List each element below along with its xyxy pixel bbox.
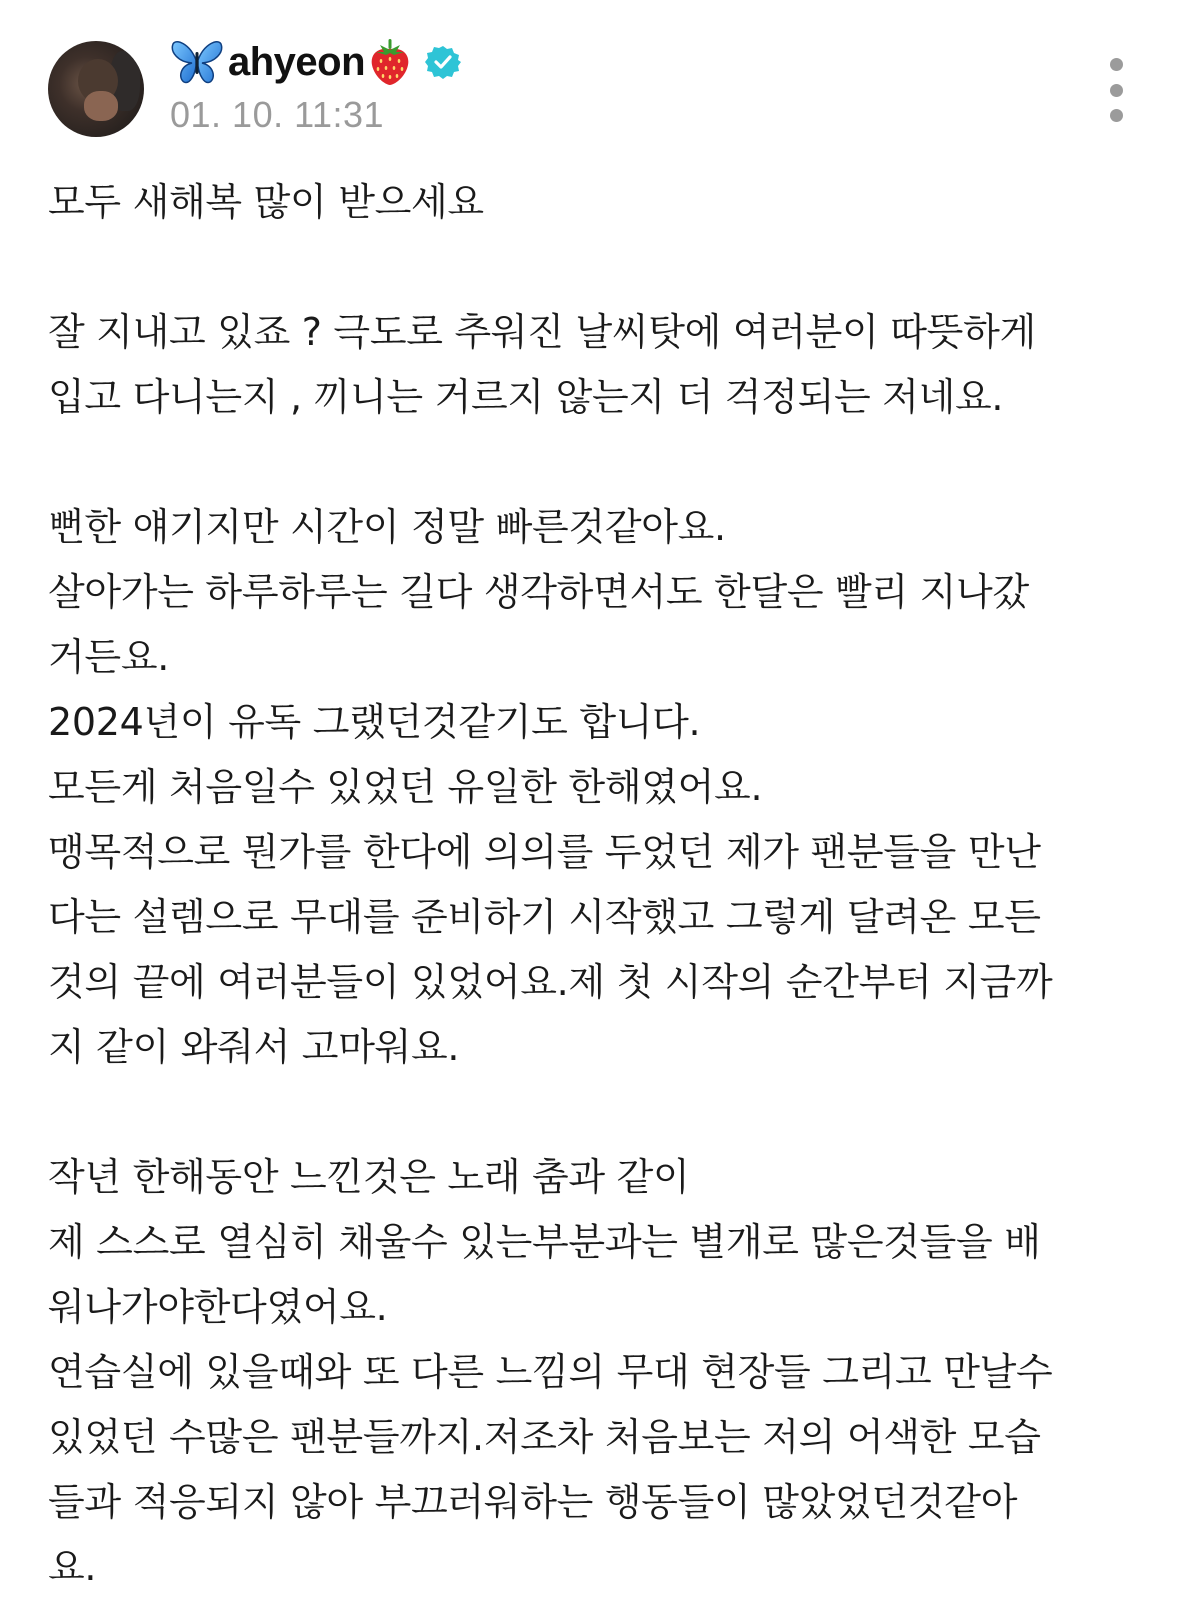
post-line: 워나가야한다였어요. <box>48 1285 388 1329</box>
paragraph-gap <box>48 235 1143 300</box>
more-options-button[interactable] <box>1096 58 1136 122</box>
post-line: 잘 지내고 있죠 ? 극도로 추워진 날씨탓에 여러분이 따뜻하게 <box>48 310 1036 354</box>
verified-badge-icon <box>425 44 461 80</box>
post-body <box>48 170 1143 1600</box>
post-line: 맹목적으로 뭔가를 한다에 의의를 두었던 제가 팬분들을 만난 <box>48 830 1041 874</box>
author-username[interactable]: ahyeon <box>228 39 366 84</box>
author-name-row[interactable] <box>170 34 461 90</box>
post-line: 연습실에 있을때와 또 다른 느낌의 무대 현장들 그리고 만날수 <box>48 1350 1053 1394</box>
post-line: 것의 끝에 여러분들이 있었어요.제 첫 시작의 순간부터 지금까 <box>48 960 1053 1004</box>
post-header <box>0 0 1179 150</box>
paragraph-gap <box>48 430 1143 495</box>
strawberry-icon <box>367 37 413 87</box>
post-line: 모든게 처음일수 있었던 유일한 한해였어요. <box>48 765 763 809</box>
post-line: 뻔한 얘기지만 시간이 정말 빠른것같아요. <box>48 505 726 549</box>
butterfly-icon <box>170 38 224 86</box>
avatar[interactable] <box>48 41 144 137</box>
post-line: 지 같이 와줘서 고마워요. <box>48 1025 460 1069</box>
post-line: 살아가는 하루하루는 길다 생각하면서도 한달은 빨리 지나갔 <box>48 570 1029 614</box>
more-vertical-icon <box>1110 58 1123 71</box>
post-timestamp: 01. 10. 11:31 <box>170 94 385 135</box>
post-line: 들과 적응되지 않아 부끄러워하는 행동들이 많았었던것같아 <box>48 1480 1018 1524</box>
post-line: 다는 설렘으로 무대를 준비하기 시작했고 그렇게 달려온 모든 <box>48 895 1041 939</box>
post-line: 있었던 수많은 팬분들까지.저조차 처음보는 저의 어색한 모습 <box>48 1415 1041 1459</box>
post-line: 제 스스로 열심히 채울수 있는부분과는 별개로 많은것들을 배 <box>48 1220 1041 1264</box>
paragraph-gap <box>48 1080 1143 1145</box>
post-line: 2024년이 유독 그랬던것같기도 합니다. <box>48 700 701 744</box>
post-line: 입고 다니는지 , 끼니는 거르지 않는지 더 걱정되는 저네요. <box>48 375 1004 419</box>
post-line: 작년 한해동안 느낀것은 노래 춤과 같이 <box>48 1155 690 1199</box>
post-line: 모두 새해복 많이 받으세요 <box>48 180 484 224</box>
post-line: 거든요. <box>48 635 170 679</box>
post-line: 요. <box>48 1545 97 1589</box>
